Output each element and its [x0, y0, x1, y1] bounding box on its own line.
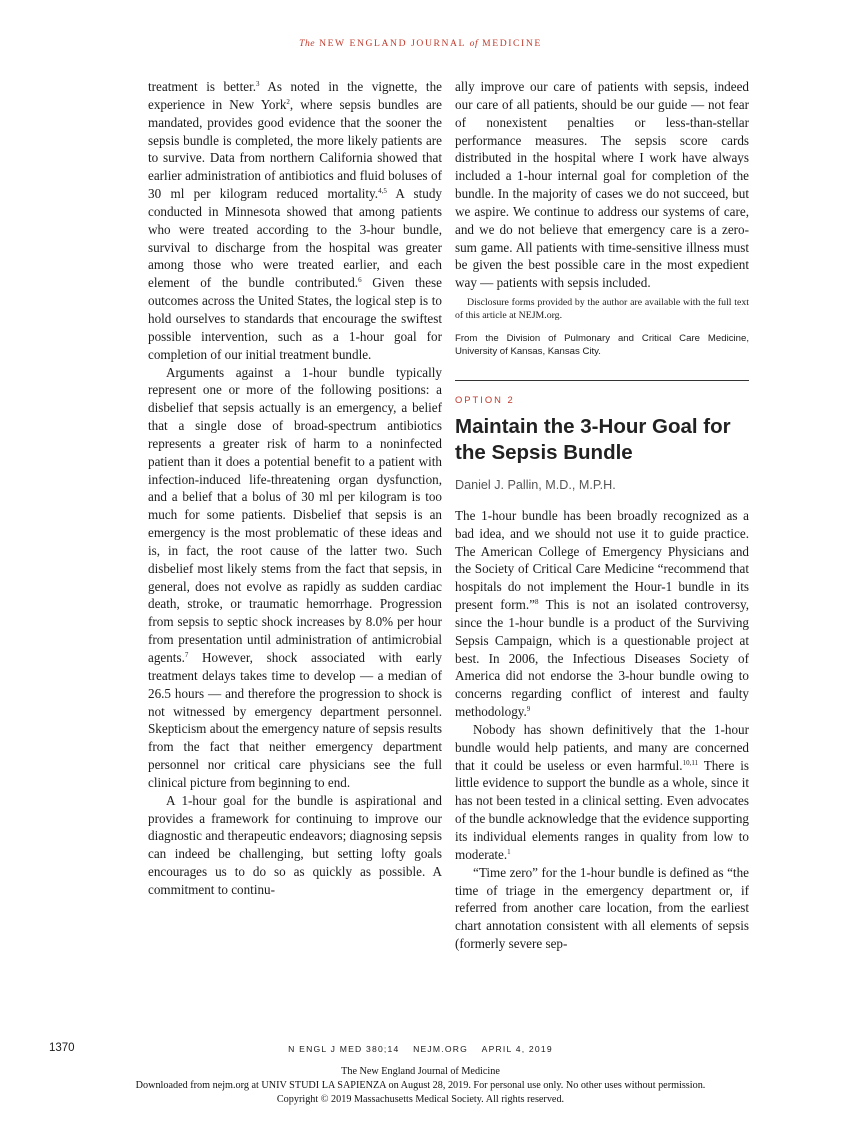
left-column [148, 78, 442, 899]
journal-site: NEJM.ORG [413, 1044, 469, 1054]
download-journal-line: The New England Journal of Medicine [341, 1066, 500, 1077]
right-paragraph-1: ally improve our care of patients with sepsis, indeed our care of all patients, should be our guide — not fear of nonexistent penalties or less-than-stellar performance measures. The sepsis score cards distributed in the hospital where I work have always included a 1-hour internal goal for completion of the bundle. In the majority of cases we do not succeed, but we aspire. We continue to address our systems of care, and we do not believe that emergency care is a zero-sum game. All patients with time-sensitive illness must be given the best possible care in the most expedient way — patients with sepsis included. [455, 79, 749, 291]
text-run: A study conducted in Minnesota showed that among patients who were treated according to the 3-hour bundle, survival to discharge from the hospital was greater among those who were treated earlier, and each element of the bundle contributed. [148, 186, 442, 291]
citation-superscript: 2 [286, 97, 290, 106]
citation-superscript: 3 [256, 80, 260, 88]
footer-citation [0, 1044, 841, 1054]
text-run: As noted in the vignette, the experience in New York [148, 79, 442, 112]
right-paragraph-4: “Time zero” for the 1-hour bundle is defined as “the time of triage in the emergency department or, if referred from another care location, from the earliest chart annotation consistent with all elements of sepsis (formerly severe sep- [455, 864, 749, 952]
citation-superscript: 1 [507, 847, 511, 856]
copyright-line: Copyright © 2019 Massachusetts Medical Society. All rights reserved. [276, 1094, 565, 1105]
citation-superscript: 7 [184, 651, 189, 659]
page-number: 1370 [49, 1042, 75, 1054]
citation-superscript: 8 [534, 598, 539, 607]
author-affiliation: From the Division of Pulmonary and Critical Care Medicine, University of Kansas, Kansas City. [455, 333, 749, 358]
disclosure-note: Disclosure forms provided by the author are available with the full text of this article at NEJM.org. [455, 297, 749, 322]
text-run: , where sepsis bundles are mandated, provides good evidence that the sooner the sepsis bundle is completed, the more likely patients are to survive. Data from northern California showed that earlier administration of antibiotics and fluid boluses of 30 ml per kilogram reduced mortality. [148, 96, 442, 202]
text-run: Given these outcomes across the United States, the logical step is to hold ourselves to standards that encourage the swiftest possible intervention, such as a 1-hour goal for completion of our initial treatment bundle. [148, 275, 442, 362]
issue-date: APRIL 4, 2019 [481, 1044, 553, 1054]
option-label: OPTION 2 [455, 394, 515, 406]
left-paragraph-3: A 1-hour goal for the bundle is aspirational and provides a framework for continuing to improve our diagnostic and therapeutic endeavors; diagnosing sepsis can indeed be challenging, but setting lofty goals encourages us to do so as quickly as possible. A commitment to continu- [148, 792, 442, 897]
download-notice [0, 1065, 841, 1107]
citation-superscript: 6 [358, 276, 362, 285]
citation-superscript: 4,5 [378, 187, 387, 196]
running-head-of: of [469, 38, 479, 49]
text-run: This is not an isolated controversy, since the 1-hour bundle is a product of the Surviving Sepsis Campaign, which is a questionable project at best. In 2006, the Infectious Diseases Society of America did not endorse the 3-hour bundle owing to concerns regarding conflict of interest and faulty methodology. [455, 597, 749, 720]
citation-superscript: 9 [526, 705, 531, 714]
left-paragraph-1 [148, 78, 442, 364]
section-divider [455, 380, 749, 381]
citation-superscript: 10,11 [682, 758, 699, 767]
right-paragraph-3 [455, 721, 749, 864]
text-run: Nobody has shown definitively that the 1-hour bundle would help patients, and many are concerned that it could be useless or even harmful. [455, 721, 749, 773]
article-title: Maintain the 3-Hour Goal for the Sepsis Bundle [455, 414, 731, 464]
running-head-medicine: MEDICINE [482, 38, 542, 49]
text-run: The 1-hour bundle has been broadly recognized as a bad idea, and we should not use it to guide practice. The American College of Emergency Physicians and the Society of Critical Care Medicine “recommend that hospitals do not implement the Hour-1 bundle in its present form.” [455, 507, 749, 613]
text-run: Arguments against a 1-hour bundle typically represent one or more of the following positions: a disbelief that sepsis actually is an emergency, a belief that a single dose of broad-spectrum antibiotics represents a greater risk of harm to a noninfected patient than it does a potential benefit to a patient with infection-induced life-threatening organ dysfunction, and a belief that a bolus of 30 ml per kilogram is too much for some patients. Disbelief that sepsis is an emergency is the most problematic of these ideas and is, in fact, the root cause of the latter two. Such disbelief most likely stems from the fact that sepsis, in general, does not evolve as rapidly as sudden cardiac death, stroke, or traumatic hemorrhage. Progression from sepsis to septic shock increases by 8.0% per hour from presentation until administration of antimicrobial agents. [148, 364, 442, 665]
running-head-journal: NEW ENGLAND JOURNAL [319, 38, 466, 49]
author-byline: Daniel J. Pallin, M.D., M.P.H. [455, 477, 616, 492]
right-column [455, 78, 749, 953]
download-permission-line: Downloaded from nejm.org at UNIV STUDI LA SAPIENZA on August 28, 2019. For personal use only. No other uses without permission. [135, 1080, 706, 1091]
journal-abbreviation: N ENGL J MED 380;14 [288, 1044, 400, 1054]
text-run: However, shock associated with early treatment delays takes time to develop — a median of 26.5 hours — and therefore the progression to shock is not witnessed by emergency department personnel. Skepticism about the emergency nature of sepsis results from the fact that neither emergency department personnel nor critical care physicians see the full clinical picture from beginning to end. [148, 650, 442, 790]
running-head [0, 38, 841, 49]
right-paragraph-2 [455, 507, 749, 721]
text-run: treatment is better. [148, 79, 257, 94]
text-run: There is little evidence to support the bundle as a whole, since it has not been tested in a clinical setting. Even advocates of the bundle acknowledge that the evidence supporting its individual elements ranges in quality from low to moderate. [455, 757, 749, 862]
left-paragraph-2 [148, 364, 442, 792]
running-head-the: The [299, 38, 316, 49]
